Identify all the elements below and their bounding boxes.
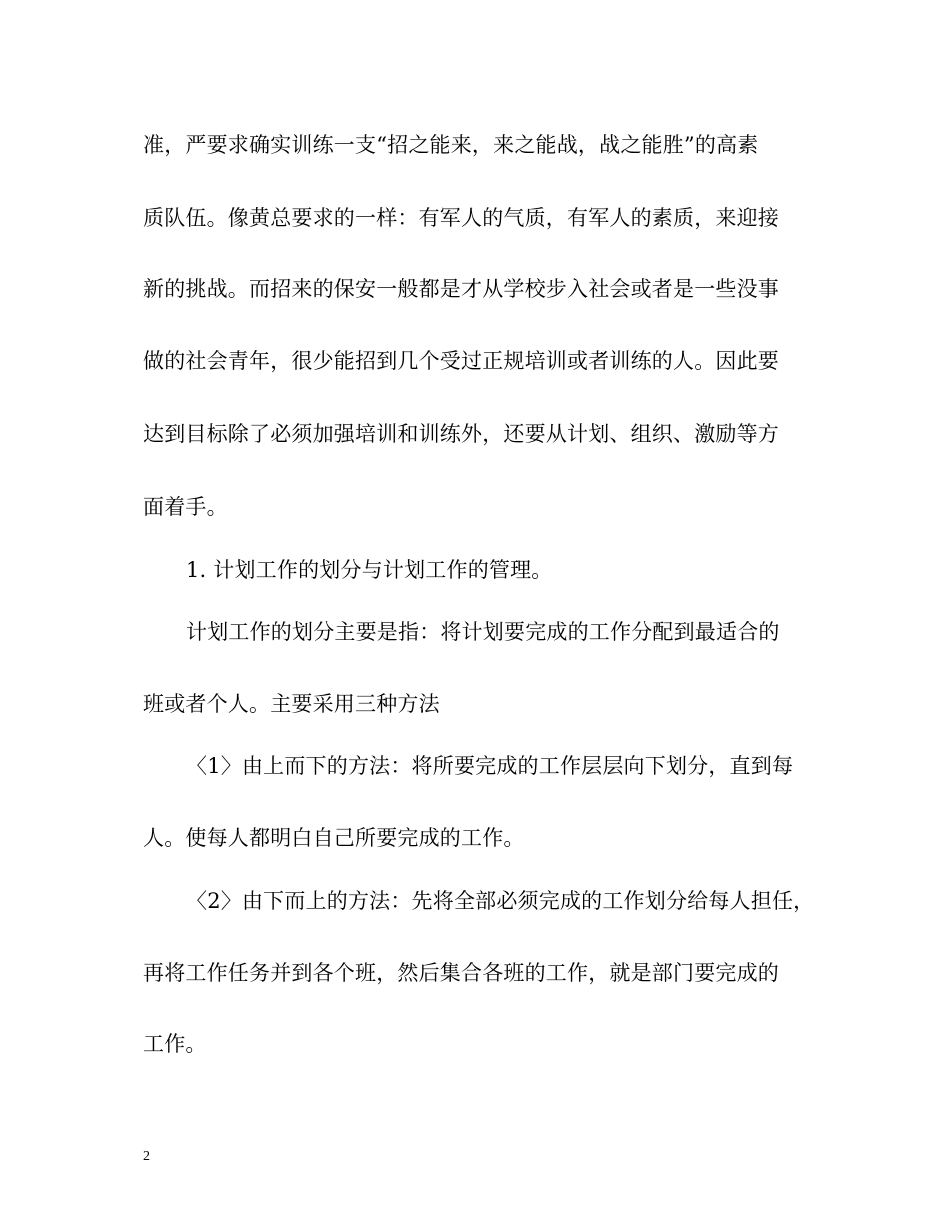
text-line-4: 做的社会青年，很少能招到几个受过正规培训或者训练的人。因此要 [143, 349, 779, 373]
text-line-5: 达到目标除了必须加强培训和训练外，还要从计划、组织、激励等方 [143, 422, 779, 446]
list-item-2-line-3: 工作。 [143, 1032, 207, 1056]
list-item-2-line-2: 再将工作任务并到各个班，然后集合各班的工作，就是部门要完成的 [143, 961, 779, 985]
section-heading: 1. 计划工作的划分与计划工作的管理。 [186, 558, 553, 582]
text-line-8: 计划工作的划分主要是指：将计划要完成的工作分配到最适合的 [186, 620, 780, 644]
list-item-1-line-2: 人。使每人都明白自己所要完成的工作。 [143, 826, 525, 850]
text-line-9: 班或者个人。主要采用三种方法 [143, 692, 440, 716]
text-line-6: 面着手。 [143, 495, 228, 519]
list-item-2-line-1: 〈2〉由下而上的方法：先将全部必须完成的工作划分给每人担任， [186, 889, 815, 913]
text-line-3: 新的挑战。而招来的保安一般都是才从学校步入社会或者是一些没事 [143, 277, 779, 301]
text-line-2: 质队伍。像黄总要求的一样：有军人的气质，有军人的素质，来迎接 [143, 206, 779, 230]
page-number: 2 [143, 1149, 150, 1164]
list-item-1-line-1: 〈1〉由上而下的方法：将所要完成的工作层层向下划分，直到每 [186, 754, 794, 778]
text-line-1: 准，严要求确实训练一支“招之能来，来之能战，战之能胜”的高素 [143, 133, 759, 157]
